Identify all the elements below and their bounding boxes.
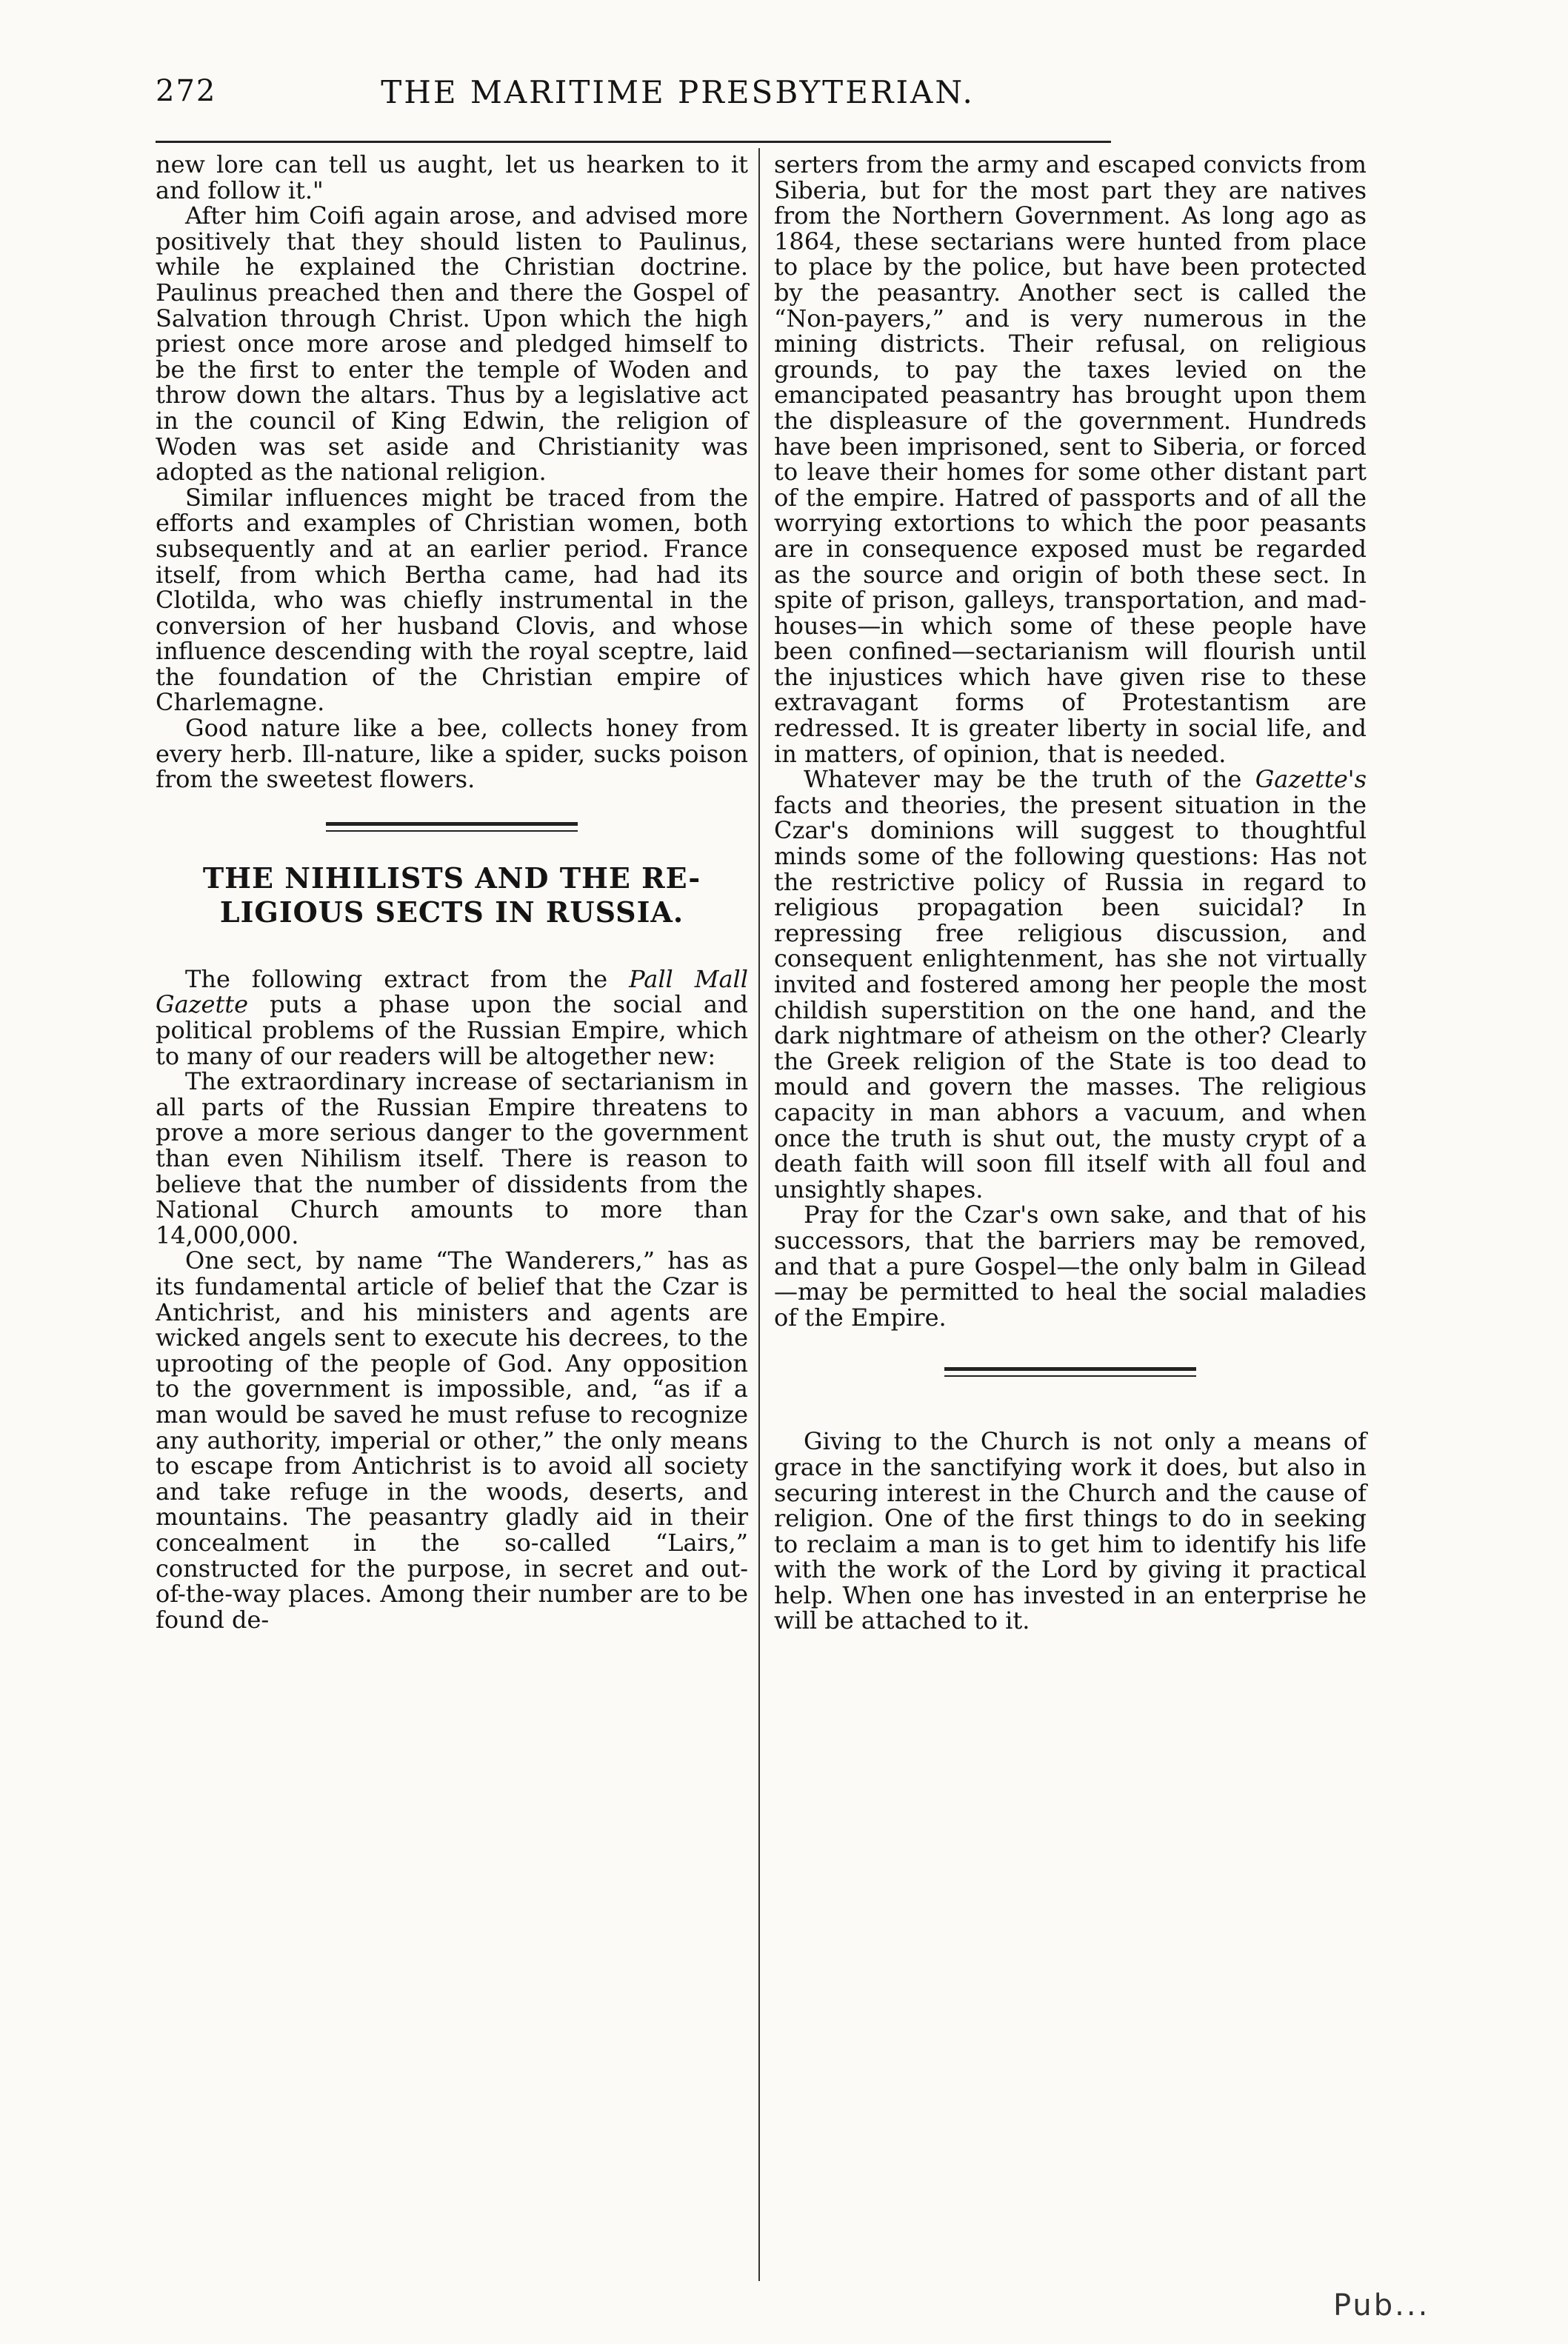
paragraph: After him Coifi again arose, and advised more positively that they should listen to Paulinus, while he explained the Christian doctrine. Paulinus preached then and there the Gospel of Salvation through Christ. Upon which the high priest once more arose and pledged himself to be the first to enter the temple of Woden and throw down the altars. Thus by a legislative act in the council of King Edwin, the religion of Woden was set aside and Christianity was adopted as the national religion. xyxy=(156,201,748,487)
publication-title: Gazette's xyxy=(1255,765,1367,794)
page-number: 272 xyxy=(156,74,217,108)
paragraph: Pray for the Czar's own sake, and that of his successors, that the barriers may be removed, and that a pure Gospel—the only balm in Gilead—may be permitted to heal the social maladies of the Empire. xyxy=(774,1201,1367,1332)
publication-title: Pall Mall Gazette xyxy=(156,964,748,1019)
text-run: Whatever may be the truth of the xyxy=(804,765,1255,794)
paragraph: Similar influences might be traced from the efforts and examples of Christian women, both subsequently and at an earlier period. France itself, from which Bertha came, had had its Clotilda, who was chiefly instrumental in the conversion of her husband Clovis, and whose influence descending with the royal sceptre, laid the foundation of the Christian empire of Charlemagne. xyxy=(156,483,748,717)
divider-thick-rule xyxy=(944,1367,1196,1371)
column-divider xyxy=(758,148,760,2281)
heading-line: THE NIHILISTS AND THE RE- xyxy=(202,861,701,895)
page-header xyxy=(156,74,1111,118)
section-heading xyxy=(156,861,748,929)
divider-thin-rule xyxy=(326,830,578,832)
left-column xyxy=(156,152,748,1632)
text-run: facts and theories, the present situation in the Czar's dominions will suggest to thoughtful minds some of the following questions: Has not the restrictive policy of Russia in regard to religious propagation been suicidal? In repressing free religious discussion, and consequent enlightenment, has she not virtually invited and fostered among her people the most childish superstition on the one hand, and the dark nightmare of atheism on the other? Clearly the Greek religion of the State is too dead to mould and govern the masses. The religious capacity in man abhors a vacuum, and when once the truth is shut out, the musty crypt of a death faith will soon fill itself with all foul and unsightly shapes. xyxy=(774,790,1367,1203)
paragraph: serters from the army and escaped convicts from Siberia, but for the most part they are natives from the Northern Government. As long ago as 1864, these sectarians were hunted from place to place by the police, but have been protected by the peasantry. Another sect is called the “Non-payers,” and is very numerous in the mining districts. Their refusal, on religious grounds, to pay the taxes levied on the emancipated peasantry has brought upon them the displeasure of the government. Hundreds have been imprisoned, sent to Siberia, or forced to leave their homes for some other distant part of the empire. Hatred of passports and of all the worrying extortions to which the poor peasants are in consequence exposed must be regarded as the source and origin of both these sect. In spite of prison, galleys, transportation, and mad-houses—in which some of these people have been confined—sectarianism will flourish until the injustices which have given rise to these extravagant forms of Protestantism are redressed. It is greater liberty in social life, and in matters, of opinion, that is needed. xyxy=(774,150,1367,768)
text-run: puts a phase upon the social and political problems of the Russian Empire, which to many of our readers will be altogether new: xyxy=(156,990,748,1070)
header-rule xyxy=(156,141,1111,143)
library-mark: Pub... xyxy=(1333,2288,1430,2323)
right-column xyxy=(774,152,1367,1634)
divider-thin-rule xyxy=(944,1375,1196,1377)
paragraph: Good nature like a bee, collects honey from every herb. Ill-nature, like a spider, sucks poison from the sweetest flowers. xyxy=(156,714,748,794)
paragraph xyxy=(156,966,748,1069)
paragraph: One sect, by name “The Wanderers,” has as its fundamental article of belief that the Czar is Antichrist, and his ministers and agents are wicked angels sent to execute his decrees, to the uprooting of the people of God. Any opposition to the government is impossible, and, “as if a man would be saved he must refuse to recognize any authority, imperial or other,” the only means to escape from Antichrist is to avoid all society and take refuge in the woods, deserts, and mountains. The peasantry gladly aid in their concealment in the so-called “Lairs,” constructed for the purpose, in secret and out-of-the-way places. Among their number are to be found de- xyxy=(156,1246,748,1634)
paragraph: The extraordinary increase of sectarianism in all parts of the Russian Empire threatens to prove a more serious danger to the government than even Nihilism itself. There is reason to believe that the number of dissidents from the National Church amounts to more than 14,000,000. xyxy=(156,1067,748,1249)
paragraph: Giving to the Church is not only a means of grace in the sanctifying work it does, but also in securing interest in the Church and the cause of religion. One of the first things to do in seeking to reclaim a man is to get him to identify his life with the work of the Lord by giving it practical help. When one has invested in an enterprise he will be attached to it. xyxy=(774,1427,1367,1635)
text-run: The following extract from the xyxy=(185,964,630,993)
section-divider xyxy=(944,1367,1196,1377)
heading-line: LIGIOUS SECTS IN RUSSIA. xyxy=(219,895,684,929)
paragraph xyxy=(774,767,1367,1202)
section-divider xyxy=(326,822,578,832)
paragraph: new lore can tell us aught, let us hearken to it and follow it." xyxy=(156,150,748,204)
divider-thick-rule xyxy=(326,822,578,826)
running-title: THE MARITIME PRESBYTERIAN. xyxy=(381,74,975,110)
